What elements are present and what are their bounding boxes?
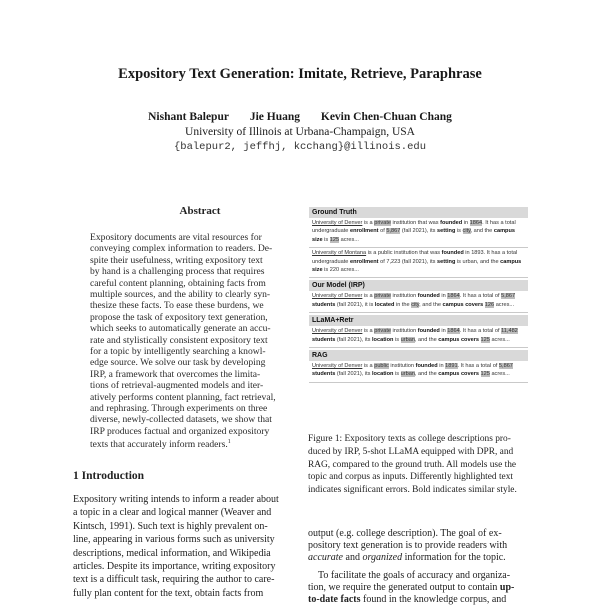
intro-line: Kintsch, 1991). Such text is highly prevalent on- [73,520,268,532]
topic-name: University of Denver [312,363,363,370]
highlighted-value: 11,482 [501,328,518,335]
example-text: is 220 acres... [322,267,359,274]
abstract-line: rate and stylistically consistent expository text [90,334,268,346]
figure-example-text [309,326,528,348]
highlighted-value: urban [400,371,415,378]
bold-attribute: setting [437,228,456,235]
bold-attribute: founded [417,328,440,335]
body-text: tion, we require the generated output to contain [308,582,500,593]
abstract-line: multiple sources, and the ability to clearly syn- [90,289,271,300]
figure-example-text [309,248,528,278]
paper-title: Expository Text Generation: Imitate, Retrieve, Paraphrase [118,66,482,82]
highlighted-value: 125 [329,236,340,243]
caption-line: duced by IRP, 5-shot LLaMA equipped with DPR, and [308,446,514,457]
example-text: (fall 2021), its [335,371,372,378]
figure-example-text [309,218,528,248]
example-text: is a [362,328,375,335]
example-text: (fall 2021), its [400,228,438,235]
body-text: information for the topic. [402,552,506,563]
example-text: (fall 2021), its [335,336,372,343]
highlighted-value: 126 [484,301,495,308]
bold-attribute: located [374,301,395,308]
topic-name: University of Denver [312,220,363,226]
author-name: Kevin Chen-Chuan Chang [320,111,452,123]
example-text: in 1893. It has a total undergraduate [312,250,518,265]
abstract-line: and rephrasing. Through experiments on three [90,403,268,414]
example-text: (fall 2021), it is [335,301,375,308]
example-text: in [462,220,470,226]
example-text: in [437,363,446,370]
figure-example-text [309,291,528,313]
topic-name: University of Montana [312,250,367,257]
example-text: , and the [470,228,494,235]
affiliation: University of Illinois at Urbana-Champaign, USA [185,126,415,138]
highlighted-value: private [374,220,391,226]
abstract-line: diverse, newly-collected datasets, we show that [90,414,272,426]
caption-line: Figure 1: Expository texts as college descriptions pro- [308,434,511,444]
abstract-line: spite their usefulness, writing expository text [90,254,263,266]
example-text: , and the [414,336,439,343]
example-text: institution [388,363,416,370]
author-name: Jie Huang [249,111,300,123]
body-text-line: To facilitate the goals of accuracy and organiza- [318,570,511,581]
bold-attribute: enrollment [349,228,379,235]
highlighted-value: private [374,293,391,300]
highlighted-value: 125 [480,336,490,343]
body-text-line [308,582,533,594]
topic-name: University of Denver [312,328,363,335]
bold-attribute: founded [417,293,440,300]
abstract-line [90,437,310,450]
example-text: is [393,371,401,378]
highlighted-value: 1864 [469,220,483,226]
abstract-line: edge source. We solve our task by developing [90,357,266,369]
abstract-line: tions of retrieval-augmented models and iter- [90,380,264,392]
example-text: is [322,236,330,243]
highlighted-value: 1864 [447,293,460,300]
intro-line: descriptions, medical information, and Wikipedia [73,547,271,559]
caption-line: topic and corpus as inputs. Differently highlighted text [308,472,513,483]
bold-attribute: students [312,371,336,378]
abstract-line: thesize these facts. To ease these burdens, we [90,300,264,312]
example-text: is a [362,363,375,370]
highlighted-value: 1864 [447,328,460,335]
bold-attribute: students [312,301,336,308]
bold-attribute: campus covers [438,371,479,378]
example-text: of 7,223 (fall 2021), its [378,258,438,265]
example-text: institution [391,328,418,335]
bold-attribute: campus size [312,258,522,274]
example-text: is [393,336,401,343]
bold-attribute: campus size [312,228,515,243]
highlighted-value: 5,867 [498,363,513,370]
figure-section-label: RAG [309,350,528,361]
body-text-line: output (e.g. college description). The goal of ex- [308,528,502,539]
bold-attribute: enrollment [349,258,379,265]
figure-1 [309,205,528,383]
abstract-line: by hand is a challenging process that requires [90,266,265,278]
example-text: institution that was [391,220,441,226]
body-text-line [308,594,533,606]
introduction-heading: 1 Introduction [73,470,145,482]
abstract-line: IRP produces factual and organized expository [90,425,270,437]
highlighted-value: public [374,363,389,370]
abstract-line: IRP, a framework that overcomes the limita- [90,368,261,380]
example-text: is urban, and the [455,258,501,265]
abstract-line: which seeks to automatically generate an accu- [90,323,271,335]
intro-line: articles. Despite its importance, writing expository [73,561,276,572]
example-text: of [378,228,387,235]
abstract-line: conveying complex information to readers. De- [90,243,273,255]
figure-section-label: Ground Truth [309,207,528,218]
example-text: acres... [489,371,510,378]
bold-attribute: campus covers [442,301,484,308]
abstract-heading: Abstract [179,205,221,217]
bold-text: to-date facts [308,594,361,605]
topic-name: University of Denver [312,293,363,300]
figure-section-label: LLaMA+Retr [309,315,528,326]
highlighted-value: 1891 [445,363,458,370]
abstract-line: careful content planning, obtaining facts from [90,277,266,289]
highlighted-value: 5,867 [386,228,401,235]
abstract-line: Expository documents are vital resources for [90,232,262,243]
example-text: is [455,228,463,235]
caption-line: RAG, compared to the ground truth. All models use the [308,459,517,470]
abstract-line: for a topic by intelligently searching a knowl- [90,346,266,357]
bold-attribute: setting [437,258,456,265]
abstract-line-text: texts that accurately inform readers. [90,439,228,451]
author-name: Nishant Balepur [148,111,229,123]
highlighted-value: 5,867 [501,293,516,300]
example-text: acres... [494,301,515,308]
caption-line: indicates significant errors. Bold indicates similar style. [308,485,517,496]
example-text: . It has a total of [459,328,502,335]
example-text: is a [362,293,375,300]
highlighted-value: private [374,328,391,335]
abstract-line: atively performs content planning, fact retrieval, [90,391,276,403]
bold-attribute: campus covers [438,336,479,343]
bold-attribute: location [372,336,394,343]
bold-attribute: location [372,371,394,378]
bold-attribute: founded [440,220,463,226]
highlighted-value: urban [400,336,415,343]
intro-line: a topic in a clear and logical manner (Weaver and [73,507,272,519]
body-text: found in the knowledge corpus, and [360,594,507,605]
example-text: . It has a total undergraduate [312,220,516,235]
footnote-mark: 1 [227,439,231,446]
highlighted-value: city [462,228,471,235]
example-text: in the [394,301,412,308]
example-text: acres... [489,336,510,343]
intro-line: line, appearing in various forms such as university [73,534,275,546]
body-text-line: pository text generation is to provide readers with [308,540,508,551]
body-text: and [343,552,363,563]
highlighted-value: city [411,301,420,308]
figure-section-label: Our Model (IRP) [309,280,528,291]
author-emails: {balepur2, jeffhj, kcchang}@illinois.edu [173,141,427,153]
example-text: institution [391,293,418,300]
intro-line: text is a difficult task, requiring the author to care- [73,574,275,586]
emphasis-text: accurate [308,552,343,563]
example-text: acres... [339,236,359,243]
author-list [0,111,600,123]
highlighted-value: 125 [480,371,490,378]
example-text: , and the [419,301,443,308]
intro-line: fully plan content for the text, obtain facts from [73,587,264,599]
example-text: in [439,328,448,335]
example-text: . It has a total of [459,293,502,300]
example-text: . It has a total of [457,363,499,370]
body-text-line [308,552,533,564]
bold-text: up- [499,582,515,593]
intro-line: Expository writing intends to inform a reader about [73,494,279,505]
bold-attribute: founded [415,363,438,370]
example-text: is a [362,220,375,226]
example-text: is a public institution that was [366,250,442,257]
emphasis-text: organized [362,552,403,563]
figure-example-text [309,361,528,383]
abstract-line: propose the task of expository text generation, [90,311,268,323]
bold-attribute: students [312,336,336,343]
example-text: , and the [414,371,439,378]
bold-attribute: founded [441,250,464,257]
example-text: in [439,293,448,300]
